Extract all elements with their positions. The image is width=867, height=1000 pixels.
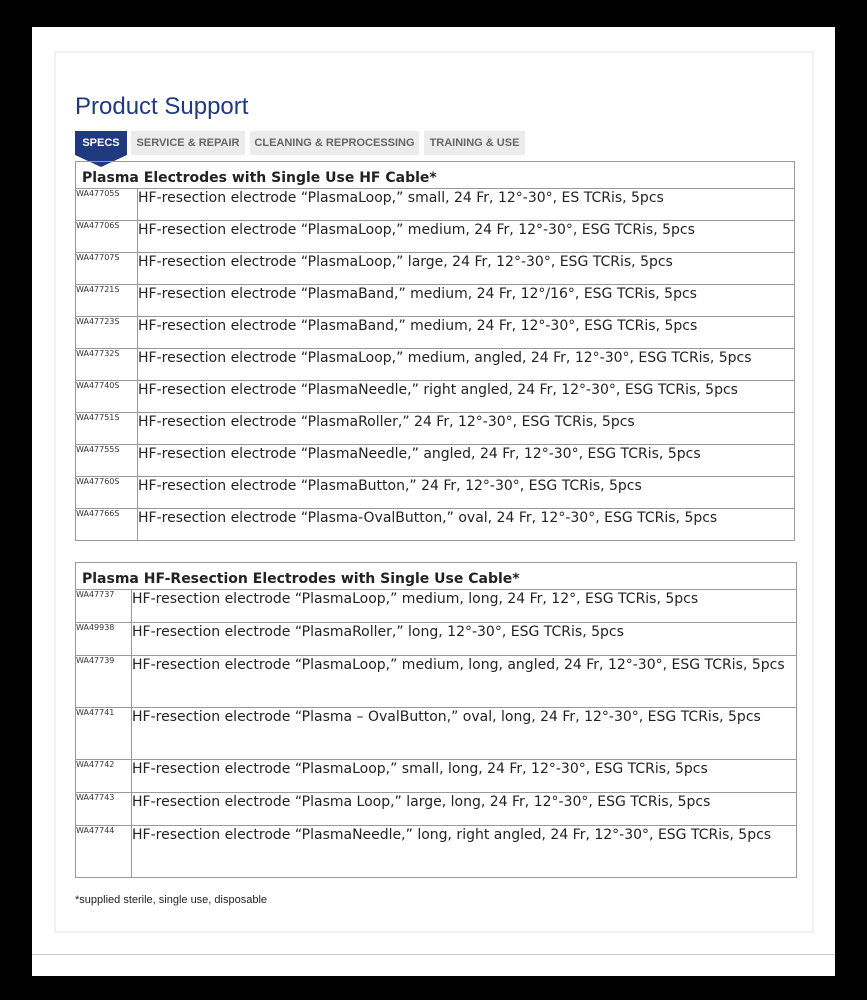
product-code: WA47743 (76, 793, 132, 826)
table-row (76, 708, 797, 760)
product-description: HF-resection electrode “PlasmaNeedle,” long, right angled, 24 Fr, 12°-30°, ESG TCRis, 5pcs (132, 826, 797, 878)
product-code: WA47755S (76, 445, 138, 477)
product-description: HF-resection electrode “PlasmaLoop,” medium, long, angled, 24 Fr, 12°-30°, ESG TCRis, 5pcs (132, 656, 797, 708)
table-row (76, 381, 795, 413)
product-description: HF-resection electrode “PlasmaLoop,” medium, angled, 24 Fr, 12°-30°, ESG TCRis, 5pcs (138, 349, 795, 381)
product-code: WA47707S (76, 253, 138, 285)
spec-table-hf-resection-single-use-cable (75, 562, 797, 878)
footnote: *supplied sterile, single use, disposable (75, 894, 268, 906)
page-divider (32, 954, 835, 955)
table-row (76, 189, 795, 221)
product-description: HF-resection electrode “PlasmaButton,” 24 Fr, 12°-30°, ESG TCRis, 5pcs (138, 477, 795, 509)
product-description: HF-resection electrode “PlasmaLoop,” small, long, 24 Fr, 12°-30°, ESG TCRis, 5pcs (132, 760, 797, 793)
spec-table-single-use-hf-cable (75, 161, 795, 541)
product-description: HF-resection electrode “PlasmaNeedle,” angled, 24 Fr, 12°-30°, ESG TCRis, 5pcs (138, 445, 795, 477)
product-description: HF-resection electrode “PlasmaRoller,” long, 12°-30°, ESG TCRis, 5pcs (132, 623, 797, 656)
product-description: HF-resection electrode “PlasmaLoop,” small, 24 Fr, 12°-30°, ES TCRis, 5pcs (138, 189, 795, 221)
product-description: HF-resection electrode “PlasmaLoop,” large, 24 Fr, 12°-30°, ESG TCRis, 5pcs (138, 253, 795, 285)
product-code: WA47737 (76, 590, 132, 623)
table-row (76, 317, 795, 349)
product-description: HF-resection electrode “PlasmaRoller,” 24 Fr, 12°-30°, ESG TCRis, 5pcs (138, 413, 795, 445)
tab-cleaning-reprocessing[interactable]: CLEANING & REPROCESSING (250, 131, 419, 155)
table-row (76, 253, 795, 285)
page-title: Product Support (75, 93, 249, 120)
table-row (76, 285, 795, 317)
product-code: WA47766S (76, 509, 138, 541)
product-description: HF-resection electrode “PlasmaBand,” medium, 24 Fr, 12°/16°, ESG TCRis, 5pcs (138, 285, 795, 317)
product-support-card (56, 53, 812, 931)
product-code: WA47741 (76, 708, 132, 760)
product-description: HF-resection electrode “PlasmaLoop,” medium, long, 24 Fr, 12°, ESG TCRis, 5pcs (132, 590, 797, 623)
product-support-panel (54, 51, 814, 933)
table-heading-row (76, 162, 795, 189)
table-heading: Plasma HF-Resection Electrodes with Single Use Cable* (76, 563, 797, 590)
product-description: HF-resection electrode “PlasmaBand,” medium, 24 Fr, 12°-30°, ESG TCRis, 5pcs (138, 317, 795, 349)
product-description: HF-resection electrode “Plasma Loop,” large, long, 24 Fr, 12°-30°, ESG TCRis, 5pcs (132, 793, 797, 826)
product-code: WA47744 (76, 826, 132, 878)
product-code: WA47705S (76, 189, 138, 221)
product-code: WA47732S (76, 349, 138, 381)
table-row (76, 590, 797, 623)
product-code: WA47739 (76, 656, 132, 708)
table-row (76, 509, 795, 541)
product-code: WA47760S (76, 477, 138, 509)
product-description: HF-resection electrode “PlasmaNeedle,” right angled, 24 Fr, 12°-30°, ESG TCRis, 5pcs (138, 381, 795, 413)
table-row (76, 623, 797, 656)
product-description: HF-resection electrode “PlasmaLoop,” medium, 24 Fr, 12°-30°, ESG TCRis, 5pcs (138, 221, 795, 253)
product-code: WA47721S (76, 285, 138, 317)
product-code: WA47706S (76, 221, 138, 253)
product-description: HF-resection electrode “Plasma-OvalButton,” oval, 24 Fr, 12°-30°, ESG TCRis, 5pcs (138, 509, 795, 541)
table-row (76, 760, 797, 793)
table-row (76, 445, 795, 477)
product-code: WA47740S (76, 381, 138, 413)
table-row (76, 826, 797, 878)
table-row (76, 477, 795, 509)
product-description: HF-resection electrode “Plasma – OvalButton,” oval, long, 24 Fr, 12°-30°, ESG TCRis, 5pcs (132, 708, 797, 760)
product-code: WA47742 (76, 760, 132, 793)
table-heading-row (76, 563, 797, 590)
table-row (76, 221, 795, 253)
table-row (76, 349, 795, 381)
product-code: WA47751S (76, 413, 138, 445)
tab-service-repair[interactable]: SERVICE & REPAIR (131, 131, 245, 155)
table-row (76, 656, 797, 708)
product-code: WA49938 (76, 623, 132, 656)
tab-training-use[interactable]: TRAINING & USE (424, 131, 525, 155)
table-row (76, 793, 797, 826)
tab-specs[interactable]: SPECS (75, 131, 127, 155)
table-row (76, 413, 795, 445)
table-heading: Plasma Electrodes with Single Use HF Cable* (76, 162, 795, 189)
product-code: WA47723S (76, 317, 138, 349)
page (32, 27, 835, 976)
